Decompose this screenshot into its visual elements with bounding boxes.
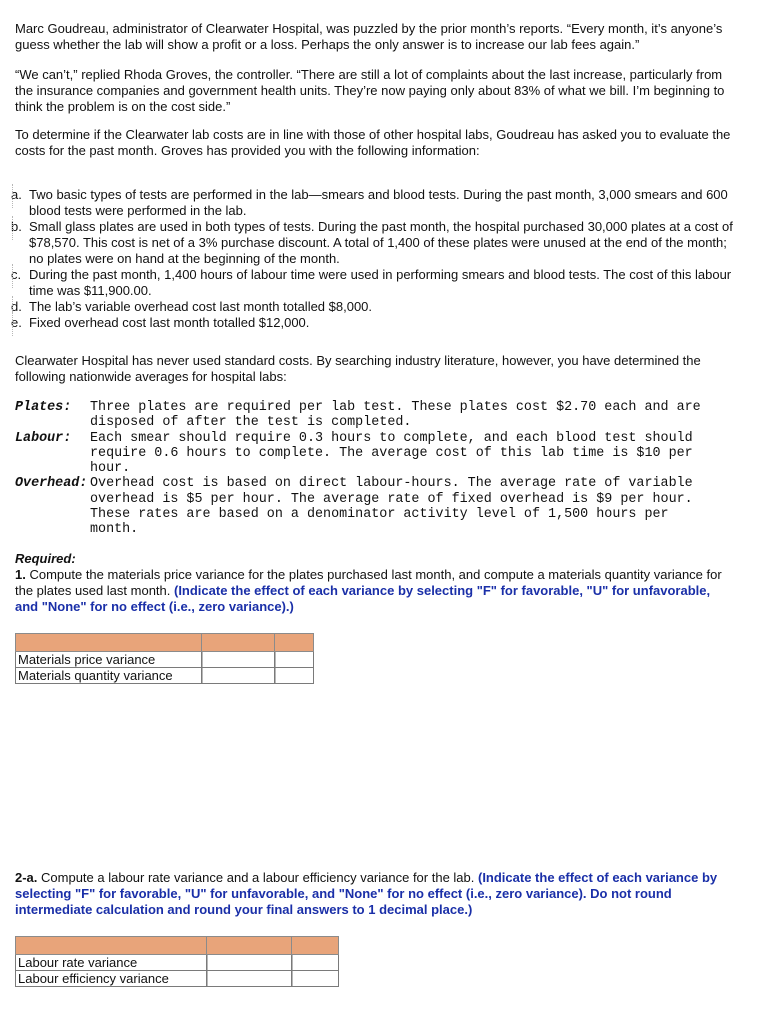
standard-text: Three plates are required per lab test. These plates cost $2.70 each and are disposed of after the test is completed. [90, 400, 701, 431]
table-header-row [16, 937, 339, 955]
table-row [16, 652, 314, 668]
list-item-text: During the past month, 1,400 hours of labour time were used in performing smears and blood tests. The cost of this labour time was $11,900.00. [29, 267, 732, 298]
required-section [15, 551, 735, 615]
intro-paragraph-3: To determine if the Clearwater lab costs are in line with those of other hospital labs, Goudreau has asked you to evaluate the costs for the past month. Groves has provided you with the following information: [15, 127, 731, 158]
list-item-text: Two basic types of tests are performed in the lab—smears and blood tests. During the past month, 3,000 smears and 600 blood tests were performed in the lab. [29, 187, 728, 218]
list-item [11, 267, 735, 299]
amount-input[interactable] [202, 652, 275, 668]
intro-paragraph-1: Marc Goudreau, administrator of Clearwater Hospital, was puzzled by the prior month’s reports. “Every month, it’s anyone’s guess whether the lab will show a profit or a loss. Perhaps the only answer is to increase our lab fees again.” [15, 21, 723, 52]
question-number: 1. [15, 567, 26, 582]
list-item [11, 187, 735, 219]
row-label: Materials price variance [16, 652, 202, 668]
table-row [16, 668, 314, 684]
materials-variance-table [15, 633, 314, 684]
effect-select[interactable] [292, 955, 339, 971]
standard-row-plates [15, 400, 735, 431]
standard-label: Overhead: [15, 476, 88, 492]
list-item-text: Small glass plates are used in both types of tests. During the past month, the hospital purchased 30,000 plates at a cost of $78,570. This cost is net of a 3% purchase discount. A total of 1,400 of these plates were unused at the end of the month; no plates were on hand at the beginning of the month. [29, 219, 733, 266]
intro-paragraph-2: “We can’t,” replied Rhoda Groves, the controller. “There are still a lot of complaints about the last increase, particularly from the insurance companies and government health units. They’re now paying only about 83% of what we bill. I’m beginning to think the problem is on the cost side.” [15, 67, 725, 114]
list-item [11, 299, 735, 315]
standard-text: Overhead cost is based on direct labour-hours. The average rate of variable overhead is $5 per hour. The average rate of fixed overhead is $9 per hour. These rates are based on a denominator activity level of 1,500 hours per month. [90, 476, 693, 538]
effect-select[interactable] [275, 668, 314, 684]
standard-label: Labour: [15, 430, 72, 446]
effect-select[interactable] [292, 971, 339, 987]
effect-select[interactable] [275, 652, 314, 668]
table-header-row [16, 634, 314, 652]
question-text: Compute a labour rate variance and a labour efficiency variance for the lab. [37, 870, 478, 885]
list-marker: e. [11, 315, 22, 330]
list-marker: a. [11, 187, 22, 202]
amount-input[interactable] [207, 971, 292, 987]
row-label: Labour efficiency variance [16, 971, 207, 987]
amount-input[interactable] [202, 668, 275, 684]
question-number: 2-a. [15, 870, 38, 885]
amount-input[interactable] [207, 955, 292, 971]
standards-intro: Clearwater Hospital has never used standard costs. By searching industry literature, however, you have determined the following nationwide averages for hospital labs: [15, 353, 701, 384]
standard-text: Each smear should require 0.3 hours to complete, and each blood test should require 0.6 hours to complete. The average cost of this lab time is $10 per hour. [90, 430, 693, 477]
required-heading: Required: [15, 551, 76, 566]
table-row [16, 971, 339, 987]
list-marker: d. [11, 299, 22, 314]
row-label: Materials quantity variance [16, 668, 202, 684]
standard-label: Plates: [15, 400, 72, 415]
table-row [16, 955, 339, 971]
row-label: Labour rate variance [16, 955, 207, 971]
question-text: Compute the materials price variance for the plates purchased last month, and compute a materials quantity variance for the plates used last month. [15, 567, 722, 598]
list-marker: b. [11, 219, 22, 234]
list-marker: c. [11, 267, 22, 282]
list-item [11, 315, 735, 331]
list-item-text: Fixed overhead cost last month totalled $12,000. [29, 315, 310, 330]
labour-variance-table [15, 936, 339, 987]
question-instruction: (Indicate the effect of each variance by selecting "F" for favorable, "U" for unfavorable, and "None" for no effect (i.e., zero variance).) [15, 583, 711, 614]
list-item-text: The lab’s variable overhead cost last month totalled $8,000. [29, 299, 373, 314]
question-1 [15, 567, 735, 615]
question-2a [15, 870, 735, 918]
standard-row-overhead [15, 476, 735, 537]
list-item [11, 219, 735, 267]
standard-row-labour [15, 431, 735, 477]
facts-list [11, 187, 735, 331]
standards-block [15, 400, 735, 538]
question-instruction: (Indicate the effect of each variance by selecting "F" for favorable, "U" for unfavorable, and "None" for no effect (i.e., zero variance). Do not round intermediate calculation and round your final answers to 1 decimal place.) [15, 870, 718, 917]
